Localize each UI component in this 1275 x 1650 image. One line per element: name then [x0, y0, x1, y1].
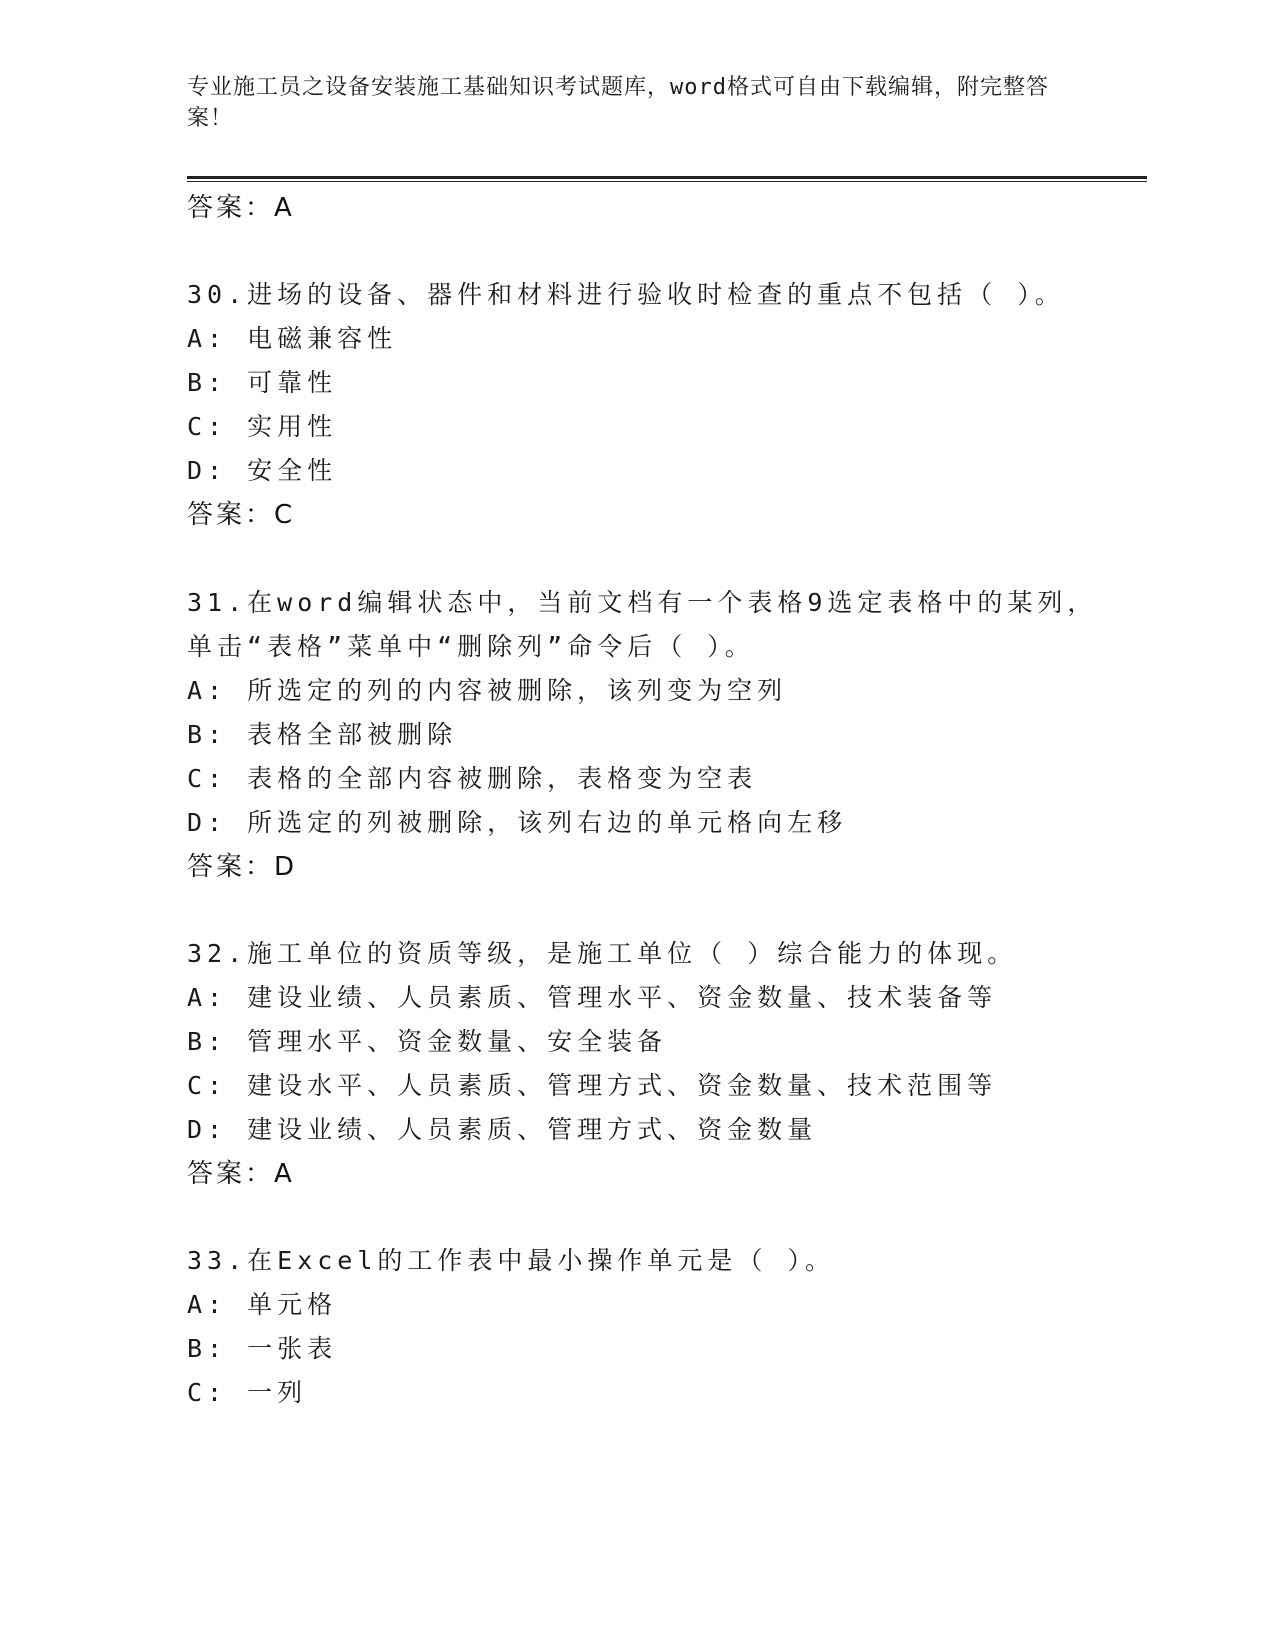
question-30-option-d: D: 安全性	[187, 456, 338, 485]
question-30-stem: 30.进场的设备、器件和材料进行验收时检查的重点不包括（ ）。	[187, 280, 1065, 309]
question-32-option-c: C: 建设水平、人员素质、管理方式、资金数量、技术范围等	[187, 1071, 998, 1100]
question-30-option-b: B: 可靠性	[187, 368, 338, 397]
document-header: 专业施工员之设备安装施工基础知识考试题库，word格式可自由下载编辑，附完整答案！	[187, 75, 1049, 131]
header-divider-thin	[187, 181, 1147, 182]
question-31-stem-line2: 单击“表格”菜单中“删除列”命令后（ ）。	[187, 632, 755, 661]
question-33-option-a: A: 单元格	[187, 1290, 338, 1319]
question-31-option-d: D: 所选定的列被删除，该列右边的单元格向左移	[187, 808, 848, 837]
question-32-stem: 32.施工单位的资质等级，是施工单位（ ）综合能力的体现。	[187, 939, 1018, 968]
previous-answer: 答案：A	[187, 193, 295, 223]
question-33-option-c: C: 一列	[187, 1378, 308, 1407]
question-31-option-a: A: 所选定的列的内容被删除，该列变为空列	[187, 676, 788, 705]
question-30-option-c: C: 实用性	[187, 412, 338, 441]
question-31-answer: 答案：D	[187, 852, 298, 882]
question-32-option-a: A: 建设业绩、人员素质、管理水平、资金数量、技术装备等	[187, 983, 998, 1012]
question-32-option-b: B: 管理水平、资金数量、安全装备	[187, 1027, 668, 1056]
question-33-stem: 33.在Excel的工作表中最小操作单元是（ ）。	[187, 1246, 835, 1275]
question-30-answer: 答案：C	[187, 500, 296, 530]
header-divider-thick	[187, 176, 1147, 179]
question-31-stem-line1: 31.在word编辑状态中，当前文档有一个表格9选定表格中的某列，	[187, 588, 1098, 617]
question-32-option-d: D: 建设业绩、人员素质、管理方式、资金数量	[187, 1115, 818, 1144]
question-31-option-c: C: 表格的全部内容被删除，表格变为空表	[187, 764, 758, 793]
question-30-option-a: A: 电磁兼容性	[187, 324, 398, 353]
question-31-option-b: B: 表格全部被删除	[187, 720, 458, 749]
question-32-answer: 答案：A	[187, 1159, 295, 1189]
question-33-option-b: B: 一张表	[187, 1334, 338, 1363]
